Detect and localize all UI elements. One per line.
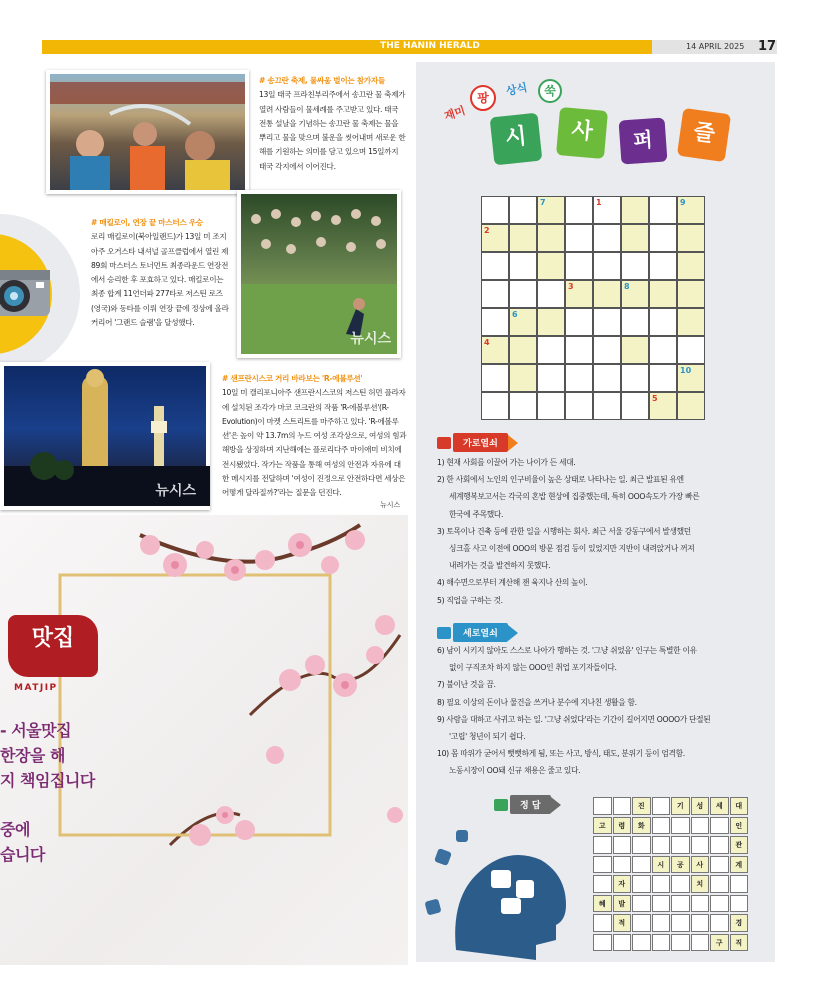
answer-cell — [710, 895, 729, 913]
tag-pang-text: 팡 — [477, 91, 489, 105]
arrow-icon — [508, 625, 518, 641]
answer-cell: 사 — [691, 856, 710, 874]
across-clue-2: 2) 한 사회에서 노인의 인구비율이 높은 상태로 나타나는 일. 최근 발표된 유엔 — [437, 475, 684, 485]
crossword-cell[interactable] — [649, 364, 677, 392]
crossword-cell[interactable] — [509, 364, 537, 392]
title-char-3: 퍼 — [632, 127, 654, 153]
answer-cell — [691, 836, 710, 854]
crossword-cell[interactable] — [565, 196, 593, 224]
tag-suk — [538, 79, 562, 103]
answer-cell: 진 — [632, 797, 651, 815]
down-clue-9-cont: '고립' 청년이 되기 쉽다. — [449, 732, 526, 742]
crossword-cell[interactable] — [481, 392, 509, 420]
crossword-cell[interactable] — [621, 336, 649, 364]
answer-cell — [691, 895, 710, 913]
down-clue-6-cont: 없이 구직조차 하지 않는 OOO인 취업 포기자들이다. — [449, 663, 617, 673]
clue-number: 6 — [512, 310, 518, 319]
answer-cell — [671, 836, 690, 854]
answer-cell: 대 — [730, 797, 749, 815]
answer-cell: 기 — [671, 797, 690, 815]
down-heading: 세로열쇠 — [453, 623, 508, 642]
issue-date: 14 APRIL 2025 — [686, 42, 745, 51]
answer-cell: 인 — [730, 817, 749, 835]
across-clue-3-cont: 싱크홀 사고 이전에 OOO의 방문 점검 등이 있었지만 지반이 내려앉거나 꺼져 — [449, 544, 695, 554]
answer-cell: 적 — [613, 914, 632, 932]
clue-number: 9 — [680, 198, 686, 207]
answer-cell: 발 — [613, 895, 632, 913]
ad-line-1: - 서울맛집 — [0, 721, 72, 740]
crossword-cell[interactable] — [593, 308, 621, 336]
clue-number: 1 — [596, 198, 602, 207]
crossword-cell[interactable] — [649, 224, 677, 252]
crossword-cell[interactable] — [565, 308, 593, 336]
across-clue-4: 4) 해수면으로부터 계산해 잰 육지나 산의 높이. — [437, 578, 588, 588]
answer-cell: 령 — [613, 817, 632, 835]
across-clue-3: 3) 토목이나 건축 등에 관한 일을 시행하는 회사. 최근 서울 강동구에서 발생했던 — [437, 526, 691, 536]
crossword-cell[interactable] — [649, 308, 677, 336]
crossword-cell[interactable] — [565, 280, 593, 308]
answer-cell — [593, 856, 612, 874]
title-char-4: 즐 — [691, 119, 717, 148]
ad-line-2: 한장을 해 — [0, 746, 65, 765]
restaurant-ad — [0, 515, 408, 965]
crossword-cell[interactable] — [481, 224, 509, 252]
answer-cell — [652, 895, 671, 913]
answer-cell — [710, 856, 729, 874]
crossword-cell[interactable] — [565, 252, 593, 280]
across-heading: 가로열쇠 — [453, 433, 508, 452]
crossword-cell[interactable] — [621, 308, 649, 336]
answer-cell — [593, 875, 612, 893]
crossword-cell[interactable] — [537, 336, 565, 364]
matjip-logo-sub: MATJIP — [14, 683, 58, 693]
answer-cell — [710, 914, 729, 932]
across-heading-bar — [437, 433, 518, 452]
ad-line-4: 중에 — [0, 820, 30, 839]
crossword-cell[interactable] — [509, 252, 537, 280]
clue-number: 10 — [680, 366, 692, 375]
answer-cell — [710, 875, 729, 893]
crossword-cell[interactable] — [677, 252, 705, 280]
crossword-cell[interactable] — [649, 392, 677, 420]
answer-cell: 성 — [691, 797, 710, 815]
answer-heading: 정 답 — [510, 795, 551, 814]
puzzle-piece-1 — [490, 113, 543, 166]
answer-cell — [632, 875, 651, 893]
across-clue-2-cont: 세계행복보고서는 각국의 혼밥 현상에 집중했는데, 특히 OOO속도가 가장 빠른 — [449, 492, 700, 502]
answer-cell — [671, 875, 690, 893]
puzzle-title — [440, 75, 760, 175]
ad-line-3: 지 책임집니다 — [0, 771, 95, 790]
answer-cell — [632, 914, 651, 932]
answer-cell — [652, 934, 671, 952]
crossword-cell[interactable] — [593, 224, 621, 252]
crossword-cell[interactable] — [537, 308, 565, 336]
masters-watermark: 뉴시스 — [350, 331, 391, 347]
across-clue-2-cont2: 한국에 주목했다. — [449, 509, 504, 519]
clue-number: 3 — [568, 282, 574, 291]
songkran-photo — [46, 70, 249, 194]
crossword-cell[interactable] — [481, 308, 509, 336]
newspaper-title: THE HANIN HERALD — [380, 41, 480, 51]
answer-cell — [593, 914, 612, 932]
answer-cell — [613, 934, 632, 952]
songkran-headline: # 송끄란 축제, 물싸움 벌이는 참가자들 — [259, 76, 385, 85]
answer-cell — [671, 934, 690, 952]
answer-cell — [671, 895, 690, 913]
answer-cell: 화 — [632, 817, 651, 835]
crossword-grid — [481, 196, 705, 420]
down-clues — [437, 642, 767, 780]
title-char-2: 사 — [570, 118, 594, 145]
crossword-cell[interactable] — [481, 252, 509, 280]
answer-cell — [593, 934, 612, 952]
tag-fun: 재미 — [442, 104, 467, 123]
crossword-cell[interactable] — [677, 280, 705, 308]
answer-cell — [613, 797, 632, 815]
crossword-cell[interactable] — [537, 280, 565, 308]
arrow-icon — [508, 435, 518, 451]
ad-line-5: 습니다 — [0, 845, 45, 864]
songkran-scene — [50, 74, 245, 190]
r-evolution-caption — [222, 372, 407, 501]
tag-sangsik: 상식 — [504, 80, 529, 99]
answer-cell — [593, 836, 612, 854]
crossword-cell[interactable] — [481, 280, 509, 308]
crossword-cell[interactable] — [677, 336, 705, 364]
answer-cell: 구 — [710, 934, 729, 952]
crossword-cell[interactable] — [537, 224, 565, 252]
down-clue-9: 9) 사람을 대하고 사귀고 하는 일. '그냥 쉬었다'라는 기간이 길어지면 OOOO가 단절된 — [437, 714, 711, 724]
crossword-cell[interactable] — [593, 196, 621, 224]
crossword-cell[interactable] — [509, 308, 537, 336]
answer-cell — [671, 914, 690, 932]
answer-grid — [593, 797, 751, 957]
crossword-cell[interactable] — [677, 364, 705, 392]
clue-number: 8 — [624, 282, 630, 291]
answer-cell: 시 — [652, 856, 671, 874]
crossword-cell[interactable] — [565, 364, 593, 392]
crossword-cell[interactable] — [481, 364, 509, 392]
across-clue-1: 1) 현재 사회를 이끌어 가는 나이가 든 세대. — [437, 458, 576, 467]
answer-cell — [632, 836, 651, 854]
crossword-cell[interactable] — [677, 196, 705, 224]
answer-cell: 계 — [730, 856, 749, 874]
clue-number: 5 — [652, 394, 658, 403]
answer-cell: 세 — [710, 797, 729, 815]
answer-cell — [652, 817, 671, 835]
crossword-cell[interactable] — [621, 392, 649, 420]
crossword-cell[interactable] — [509, 336, 537, 364]
answer-cell — [710, 817, 729, 835]
masters-body: 로리 매킬로이(북아일랜드)가 13일 미 조지아주 오거스타 내셔널 골프클럽에서 열린 제89회 마스터스 토너먼트 최종라운드 연장전에서 승리한 후 포효하고 있다. 매킬로이는 최종 합계 11언더파 277타로 저스틴 로즈(영국)와 동타를 이뤄 연장 끝에 정상에 올라 커리어 '그랜드 슬램'을 달성했다. — [91, 232, 229, 328]
crossword-cell[interactable] — [593, 252, 621, 280]
tag-suk-text: 쑥 — [544, 84, 556, 98]
answer-cell — [730, 875, 749, 893]
crossword-cell[interactable] — [537, 364, 565, 392]
answer-cell: 고 — [593, 817, 612, 835]
puzzle-piece-icon — [437, 437, 451, 449]
crossword-cell[interactable] — [481, 196, 509, 224]
answer-cell: 관 — [730, 836, 749, 854]
r-evolution-photo — [0, 362, 210, 510]
clue-number: 2 — [484, 226, 490, 235]
answer-cell — [613, 856, 632, 874]
camera-icon — [0, 210, 80, 375]
answer-cell — [613, 836, 632, 854]
answer-cell: 직 — [730, 934, 749, 952]
puzzle-piece-icon — [494, 799, 508, 811]
puzzle-piece-3 — [619, 117, 668, 164]
crossword-cell[interactable] — [509, 224, 537, 252]
puzzle-piece-4 — [677, 108, 731, 162]
page-number: 17 — [758, 39, 777, 54]
photo-credit: 뉴시스 — [380, 501, 401, 509]
across-clue-5: 5) 직업을 구하는 것. — [437, 595, 503, 605]
answer-cell — [652, 914, 671, 932]
matjip-logo — [8, 615, 98, 677]
puzzle-piece-2 — [556, 107, 608, 159]
across-clue-3-cont2: 내려가는 것을 발견하지 못했다. — [449, 561, 551, 571]
crossword-cell[interactable] — [593, 392, 621, 420]
masters-headline: # 매킬로이, 연장 끝 마스터스 우승 — [91, 218, 203, 227]
answer-cell — [632, 895, 651, 913]
answer-cell: 자 — [613, 875, 632, 893]
answer-cell: 혜 — [593, 895, 612, 913]
answer-cell — [691, 914, 710, 932]
down-clue-10-cont: 노동시장이 OO돼 신규 채용은 줄고 있다. — [449, 766, 581, 776]
crossword-cell[interactable] — [565, 336, 593, 364]
crossword-cell[interactable] — [621, 252, 649, 280]
crossword-cell[interactable] — [677, 224, 705, 252]
r-evolution-body: 10일 미 캘리포니아주 샌프란시스코의 저스틴 허먼 플라자에 설치된 조각가 마코 코크란의 작품 'R-에볼루션'(R-Evolution)이 마켓 스트리트를 마주하고 있다. 'R-에볼루션'은 높이 약 13.7m의 누드 여성 조각상으로, 여성의 힘과 해방을 상징하며 지난해에는 플로리다주 마이애미 비치에 전시됐었다. 작가는 작품을 통해 여성의 안전과 자유에 대한 메시지를 전달하며 '여성이 진정으로 안전하다면 세상은 어떻게 달라질까?'라는 질문을 던진다. — [222, 388, 407, 498]
crossword-cell[interactable] — [509, 280, 537, 308]
down-heading-bar — [437, 623, 518, 642]
crossword-cell[interactable] — [509, 196, 537, 224]
crossword-cell[interactable] — [537, 196, 565, 224]
answer-cell — [652, 875, 671, 893]
masters-photo — [237, 190, 401, 358]
answer-cell — [632, 934, 651, 952]
title-char-1: 시 — [503, 123, 528, 152]
crossword-cell[interactable] — [565, 392, 593, 420]
r-evolution-watermark: 뉴시스 — [155, 483, 196, 499]
crossword-cell[interactable] — [593, 364, 621, 392]
answer-cell — [593, 797, 612, 815]
crossword-cell[interactable] — [677, 308, 705, 336]
answer-cell — [691, 934, 710, 952]
answer-cell — [671, 817, 690, 835]
down-clue-6: 6) 남이 시키지 않아도 스스로 나아가 행하는 것. '그냥 쉬었음' 인구는 특별한 이유 — [437, 646, 697, 655]
masters-caption — [91, 216, 231, 330]
down-clue-8: 8) 필요 이상의 돈이나 물건을 쓰거나 분수에 지나친 생활을 함. — [437, 697, 637, 707]
crossword-cell[interactable] — [621, 364, 649, 392]
answer-cell: 경 — [730, 914, 749, 932]
answer-cell — [691, 817, 710, 835]
answer-cell — [632, 856, 651, 874]
crossword-cell[interactable] — [481, 336, 509, 364]
crossword-cell[interactable] — [649, 196, 677, 224]
tag-pang — [470, 85, 496, 111]
arrow-icon — [551, 797, 561, 813]
crossword-cell[interactable] — [593, 336, 621, 364]
answer-cell — [652, 836, 671, 854]
answer-cell — [652, 797, 671, 815]
crossword-cell[interactable] — [537, 252, 565, 280]
crossword-cell[interactable] — [677, 392, 705, 420]
across-clues — [437, 454, 767, 609]
crossword-cell[interactable] — [593, 280, 621, 308]
crossword-cell[interactable] — [621, 196, 649, 224]
answer-cell — [730, 895, 749, 913]
crossword-cell[interactable] — [509, 392, 537, 420]
crossword-cell[interactable] — [621, 280, 649, 308]
songkran-body: 13일 태국 프라친부리주에서 송끄란 물 축제가 열려 사람들이 물세례를 주고받고 있다. 태국 전통 설날을 기념하는 송끄란 물 축제는 물을 뿌리고 물을 맞으며 불운을 씻어내며 새로운 한 해를 기원하는 의미를 담고 있으며 15일까지 태국 각지에서 이어진다. — [259, 90, 406, 171]
head-puzzle-icon — [416, 820, 586, 960]
matjip-logo-text: 맛집 — [31, 625, 75, 651]
crossword-cell[interactable] — [649, 280, 677, 308]
r-evolution-headline: # 샌프란시스코 거리 바라보는 'R-에볼루션' — [222, 374, 363, 383]
crossword-cell[interactable] — [649, 252, 677, 280]
crossword-cell[interactable] — [621, 224, 649, 252]
crossword-cell[interactable] — [649, 336, 677, 364]
crossword-cell[interactable] — [537, 392, 565, 420]
songkran-caption — [259, 74, 407, 174]
clue-number: 4 — [484, 338, 490, 347]
down-clue-7: 7) 불이난 것을 끔. — [437, 680, 496, 690]
answer-cell — [710, 836, 729, 854]
answer-cell: 치 — [691, 875, 710, 893]
clue-number: 7 — [540, 198, 546, 207]
down-clue-10: 10) 몸 따위가 굳어서 뻣뻣하게 됨, 또는 사고, 방식, 태도, 분위기 등이 엄격함. — [437, 749, 685, 759]
crossword-cell[interactable] — [565, 224, 593, 252]
answer-heading-bar — [494, 795, 561, 814]
answer-cell: 공 — [671, 856, 690, 874]
puzzle-piece-icon — [437, 627, 451, 639]
